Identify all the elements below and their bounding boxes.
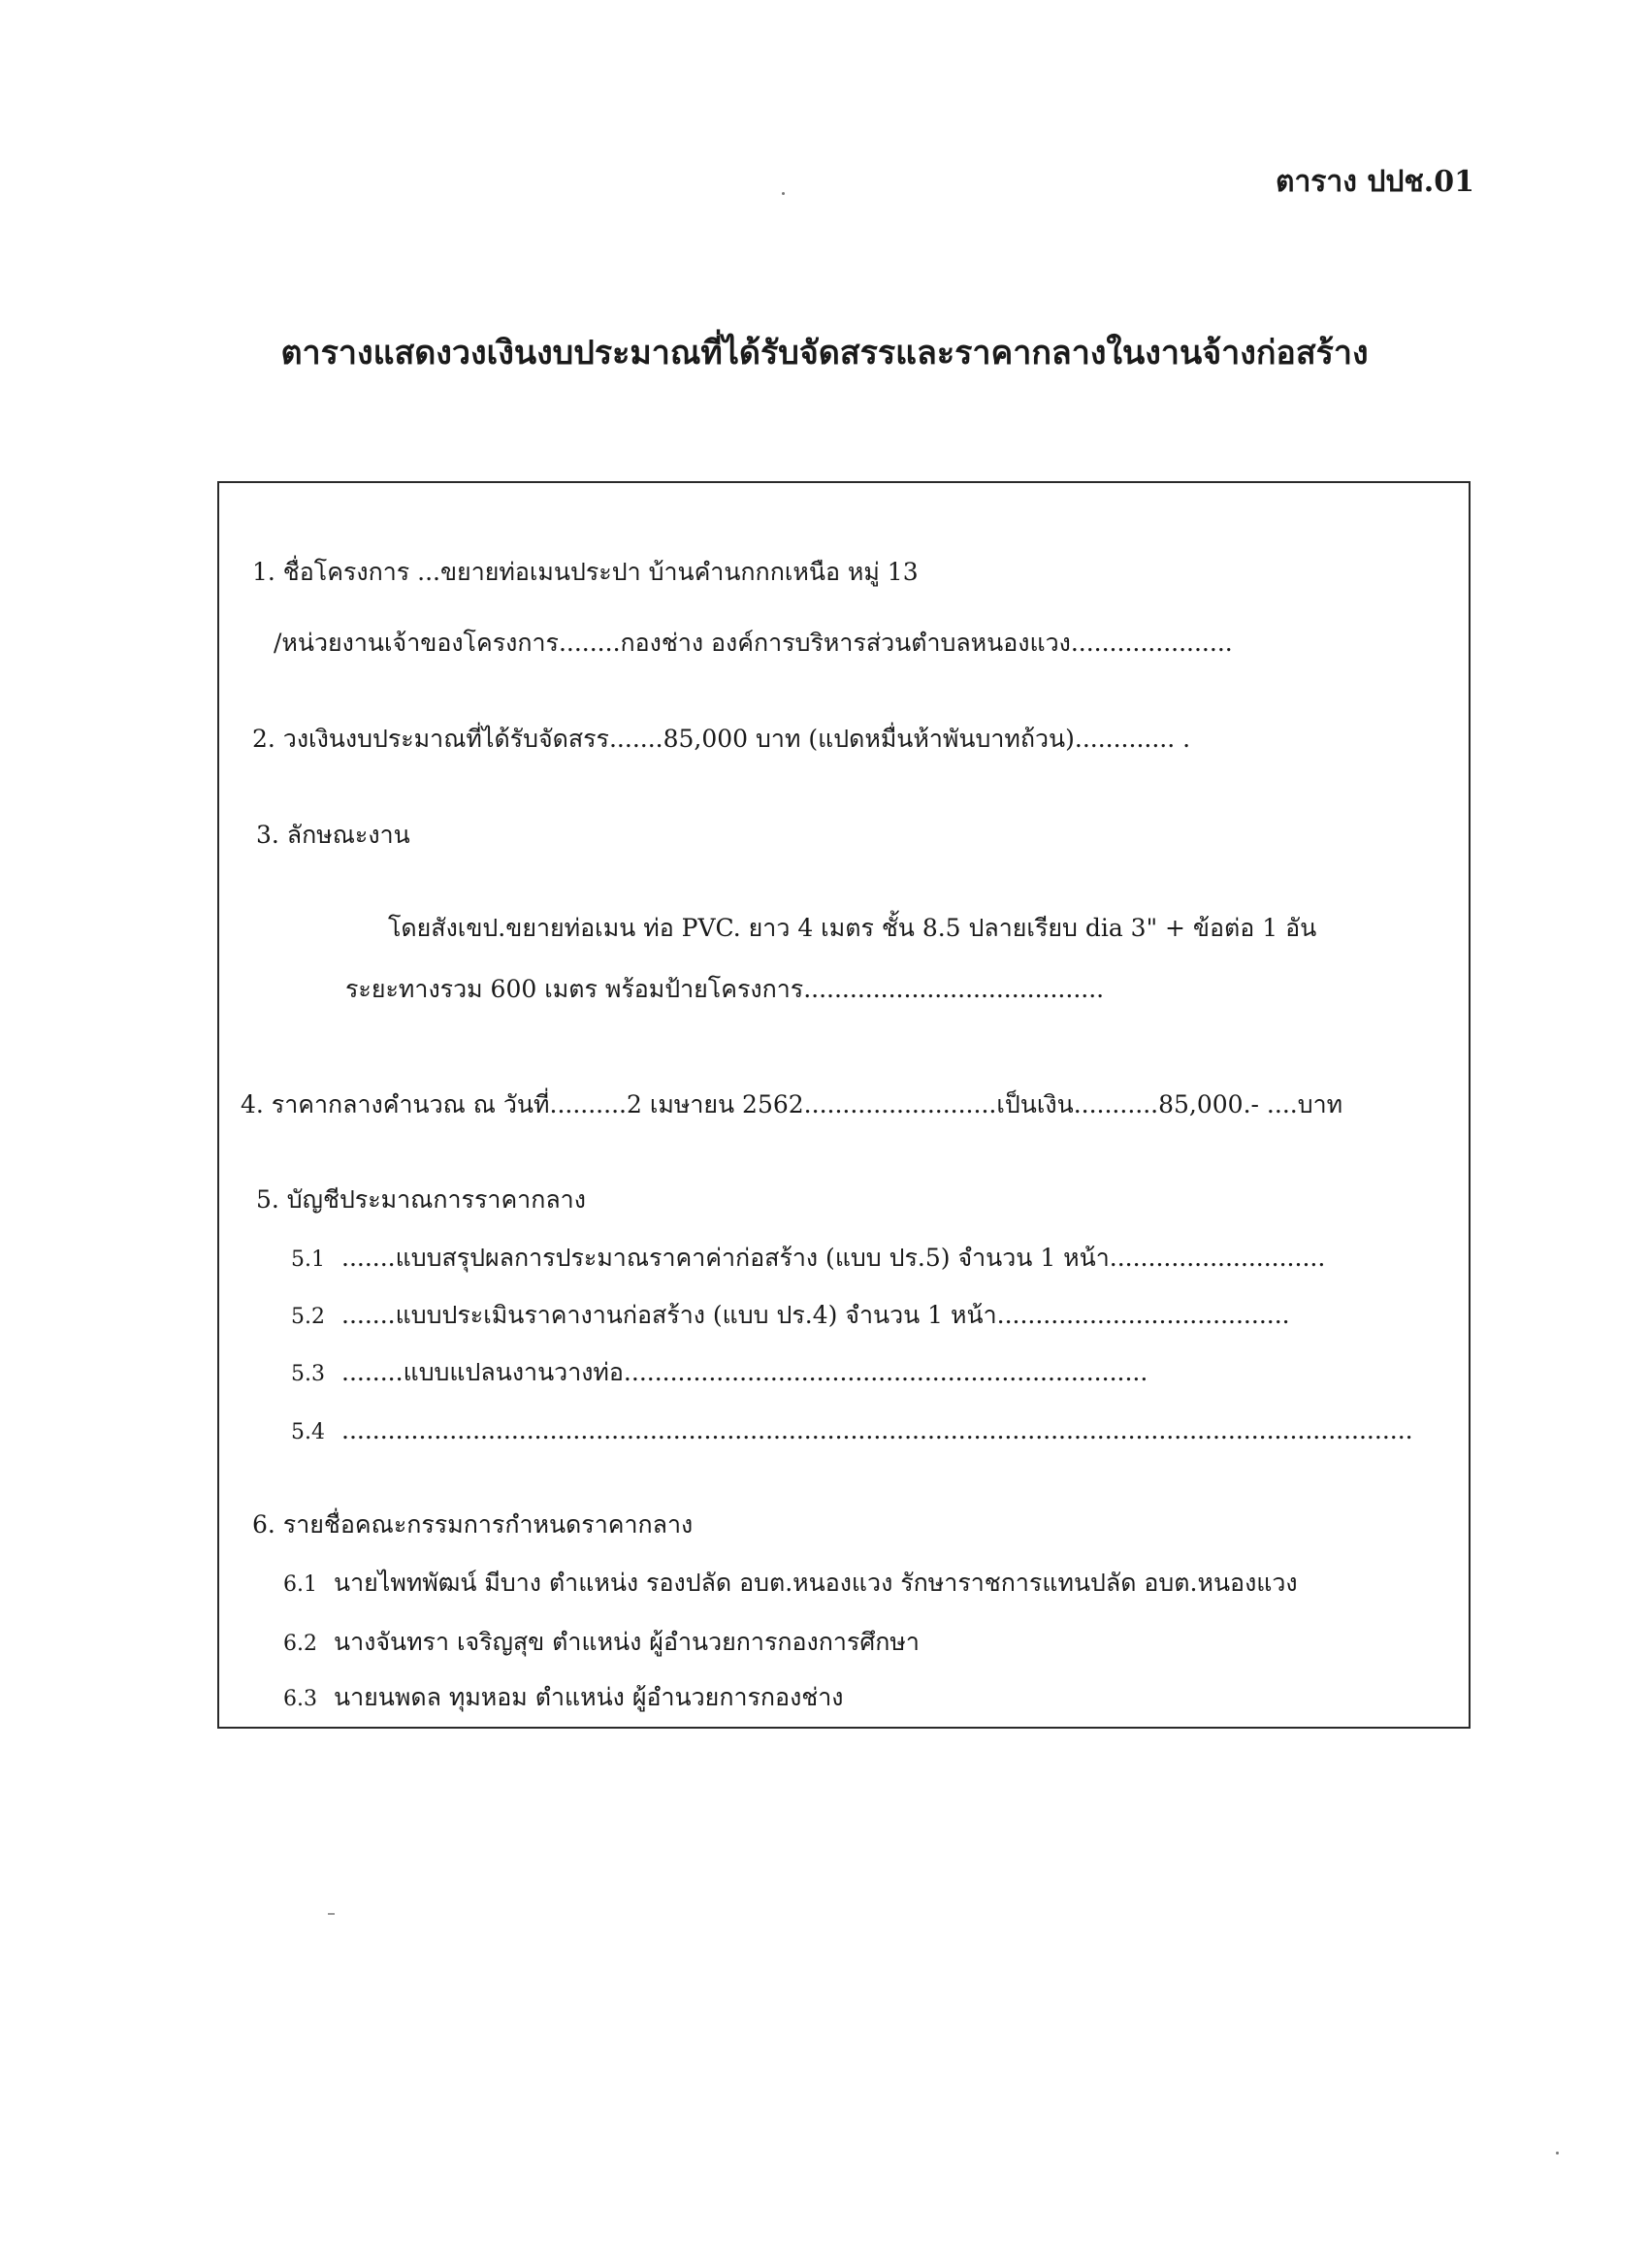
committee-member-6-3 bbox=[283, 1683, 844, 1712]
member-text: นางจันทรา เจริญสุข ตำแหน่ง ผู้อำนวยการกองการศึกษา bbox=[334, 1628, 920, 1656]
work-nature-line-1: โดยสังเขป.ขยายท่อเมน ท่อ PVC. ยาว 4 เมตร ชั้น 8.5 ปลายเรียบ dia 3" + ข้อต่อ 1 อัน bbox=[388, 914, 1317, 942]
item-number: 5.1 bbox=[291, 1247, 325, 1272]
item-number: 6.3 bbox=[283, 1687, 317, 1711]
item-number: 5.2 bbox=[291, 1305, 325, 1329]
member-text: นายนพดล ทุมหอม ตำแหน่ง ผู้อำนวยการกองช่าง bbox=[334, 1683, 844, 1711]
scan-speck bbox=[782, 192, 785, 195]
page-title: ตารางแสดงวงเงินงบประมาณที่ได้รับจัดสรรและราคากลางในงานจ้างก่อสร้าง bbox=[280, 334, 1369, 373]
item-number: 6.1 bbox=[283, 1572, 317, 1597]
owner-agency-line: /หน่วยงานเจ้าของโครงการ........กองช่าง องค์การบริหารส่วนตำบลหนองแวง..................... bbox=[274, 629, 1233, 657]
project-name-line: 1. ชื่อโครงการ ...ขยายท่อเมนประปา บ้านคำนกกกเหนือ หมู่ 13 bbox=[252, 558, 919, 586]
estimate-item-5-4 bbox=[291, 1416, 1413, 1445]
item-text: ........แบบแปลนงานวางท่อ.................................................................... bbox=[341, 1358, 1148, 1386]
form-code: ตาราง ปปช.01 bbox=[1275, 165, 1474, 199]
scan-speck bbox=[1556, 2152, 1559, 2155]
item-text: .......แบบสรุปผลการประมาณราคาค่าก่อสร้าง (แบบ ปร.5) จำนวน 1 หน้า............................ bbox=[341, 1244, 1326, 1272]
work-nature-line-2: ระยะทางรวม 600 เมตร พร้อมป้ายโครงการ....................................... bbox=[345, 975, 1105, 1003]
budget-line: 2. วงเงินงบประมาณที่ได้รับจัดสรร.......85,000 บาท (แปดหมื่นห้าพันบาทถ้วน)............. . bbox=[252, 725, 1191, 753]
median-price-line: 4. ราคากลางคำนวณ ณ วันที่..........2 เมษายน 2562.........................เป็นเงิน...........85,000.- ....บาท bbox=[241, 1090, 1343, 1118]
committee-member-6-2 bbox=[283, 1628, 920, 1657]
item-number: 6.2 bbox=[283, 1632, 317, 1656]
item-number: 5.3 bbox=[291, 1362, 325, 1386]
committee-heading: 6. รายชื่อคณะกรรมการกำหนดราคากลาง bbox=[252, 1510, 694, 1539]
committee-member-6-1 bbox=[283, 1569, 1298, 1598]
item-text: .......แบบประเมินราคางานก่อสร้าง (แบบ ปร.4) จำนวน 1 หน้า...................................... bbox=[341, 1301, 1290, 1329]
estimate-list-heading: 5. บัญชีประมาณการราคากลาง bbox=[256, 1185, 586, 1214]
scan-speck bbox=[328, 1913, 335, 1915]
estimate-item-5-2 bbox=[291, 1301, 1290, 1330]
item-number: 5.4 bbox=[291, 1420, 325, 1444]
estimate-item-5-3 bbox=[291, 1358, 1148, 1387]
item-text: ........................................................................................................................................... bbox=[341, 1416, 1413, 1444]
work-nature-heading: 3. ลักษณะงาน bbox=[256, 821, 410, 849]
member-text: นายไพทพัฒน์ มีบาง ตำแหน่ง รองปลัด อบต.หนองแวง รักษาราชการแทนปลัด อบต.หนองแวง bbox=[334, 1569, 1298, 1597]
estimate-item-5-1 bbox=[291, 1244, 1325, 1273]
